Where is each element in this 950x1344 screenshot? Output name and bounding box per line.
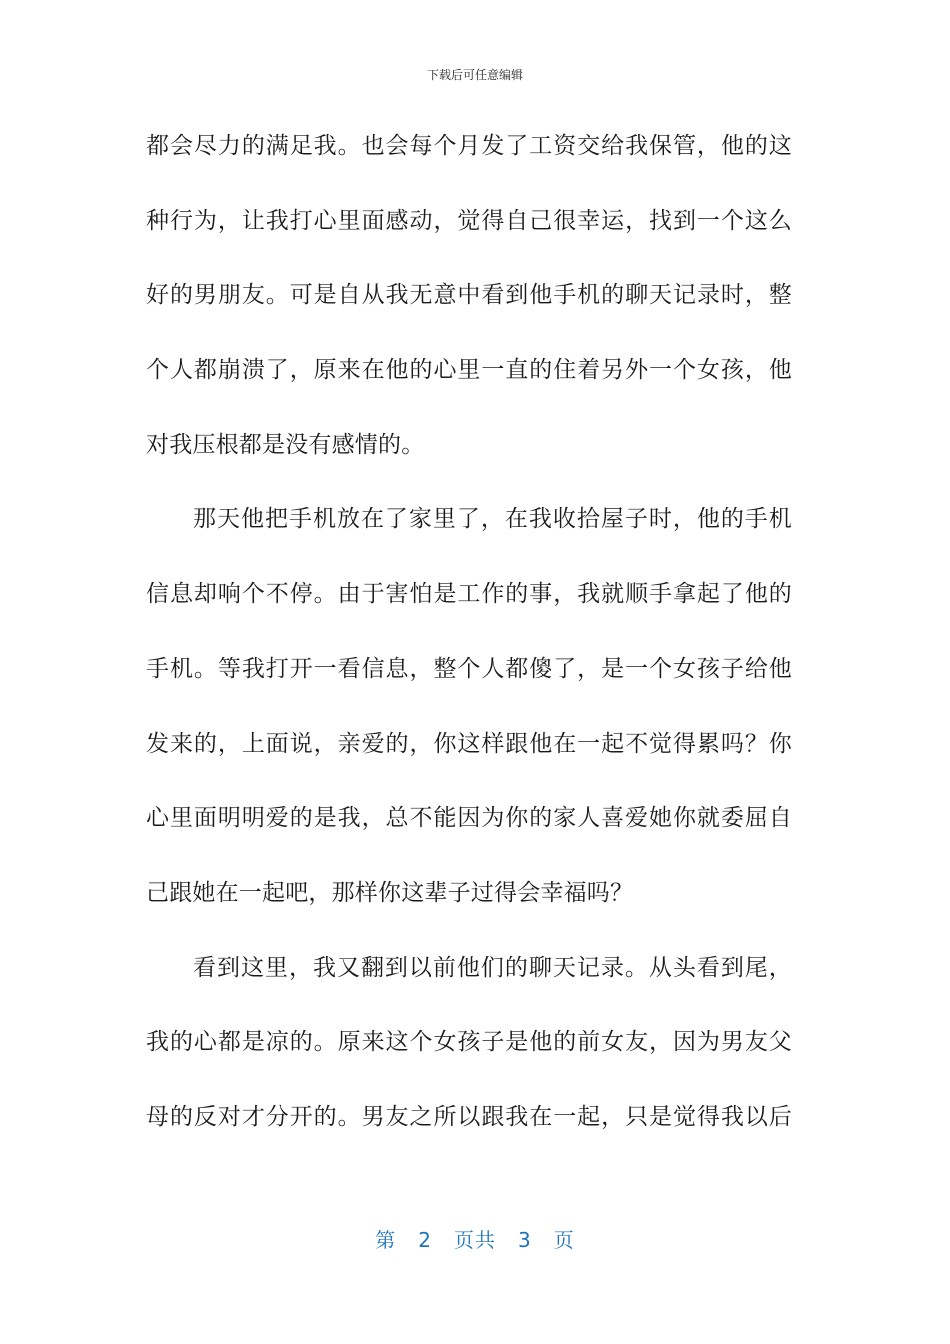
text-line: 母的反对才分开的。男友之所以跟我在一起，只是觉得我以后	[146, 1103, 792, 1130]
text-line: 手机。等我打开一看信息，整个人都傻了，是一个女孩子给他	[146, 655, 792, 682]
document-body	[146, 120, 792, 1166]
text-line: 种行为，让我打心里面感动，觉得自己很幸运，找到一个这么	[146, 207, 792, 234]
text-line: 好的男朋友。可是自从我无意中看到他手机的聊天记录时，整	[146, 282, 792, 309]
page-suffix: 页	[553, 1228, 575, 1252]
text-line: 己跟她在一起吧，那样你这辈子过得会幸福吗？	[146, 879, 634, 906]
text-line: 信息却响个不停。由于害怕是工作的事，我就顺手拿起了他的	[146, 581, 792, 608]
current-page-number: 2	[418, 1228, 432, 1252]
text-line: 我的心都是凉的。原来这个女孩子是他的前女友，因为男友父	[146, 1029, 792, 1056]
total-pages-number: 3	[518, 1228, 532, 1252]
page-header-note: 下载后可任意编辑	[426, 68, 523, 82]
text-line: 发来的，上面说，亲爱的，你这样跟他在一起不觉得累吗？你	[146, 730, 792, 757]
text-line: 心里面明明爱的是我，总不能因为你的家人喜爱她你就委屈自	[146, 805, 792, 832]
text-line: 对我压根都是没有感情的。	[146, 431, 425, 458]
page-number-footer	[0, 1224, 950, 1253]
text-line: 都会尽力的满足我。也会每个月发了工资交给我保管，他的这	[146, 133, 792, 159]
page-mid-label: 页共	[454, 1228, 496, 1252]
page-prefix: 第	[375, 1228, 397, 1252]
text-line: 那天他把手机放在了家里了，在我收拾屋子时，他的手机	[193, 506, 792, 533]
text-line: 个人都崩溃了，原来在他的心里一直的住着另外一个女孩，他	[146, 357, 792, 384]
text-line: 看到这里，我又翻到以前他们的聊天记录。从头看到尾，	[193, 954, 792, 981]
